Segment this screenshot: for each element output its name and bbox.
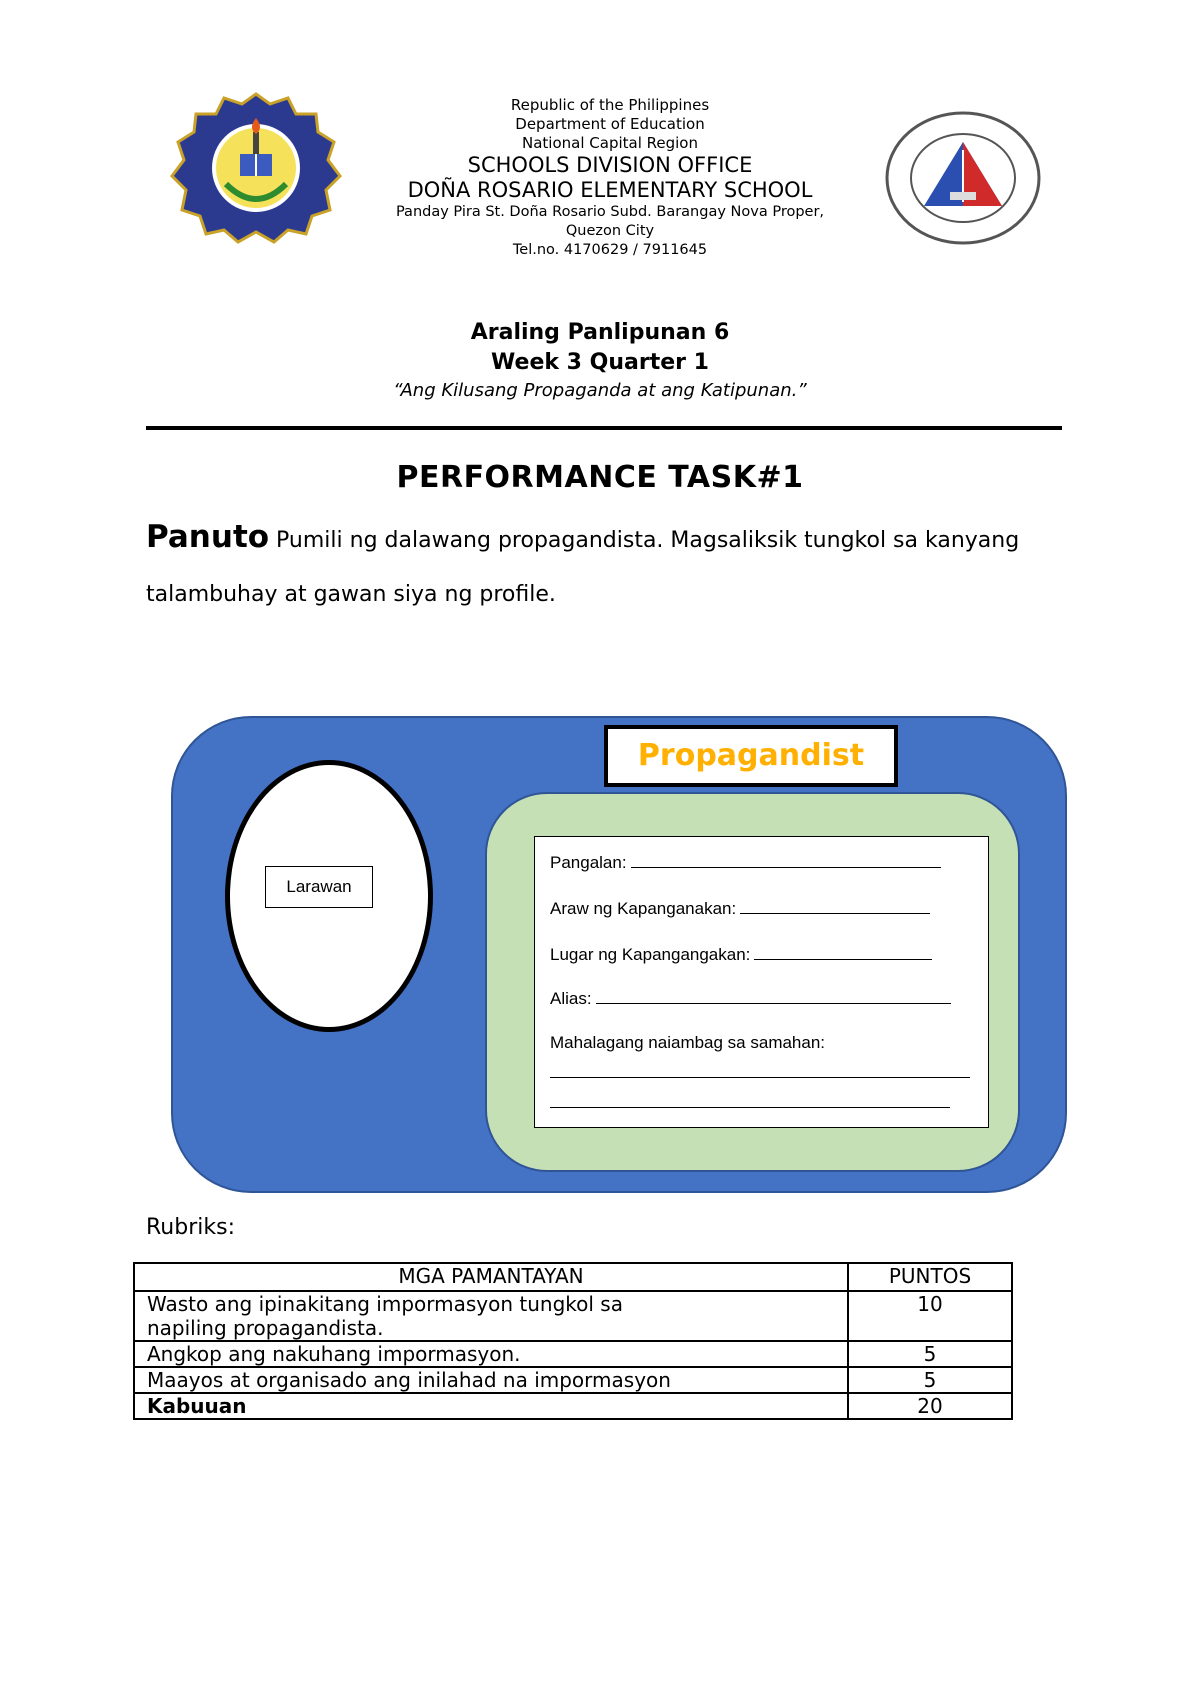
photo-label: Larawan bbox=[265, 866, 373, 908]
school-header bbox=[340, 96, 880, 260]
name-label: Pangalan: bbox=[550, 853, 627, 872]
country-line: Republic of the Philippines bbox=[510, 96, 710, 114]
lesson-topic: “Ang Kilusang Propaganda at ang Katipunan.” bbox=[393, 380, 807, 401]
region-line: National Capital Region bbox=[522, 134, 698, 152]
address-line-1: Panday Pira St. Doña Rosario Subd. Barangay Nova Proper, bbox=[395, 204, 825, 220]
table-header-row bbox=[134, 1263, 1012, 1291]
profile-title: Propagandist bbox=[604, 725, 898, 787]
birthdate-field[interactable] bbox=[740, 897, 930, 914]
name-field[interactable] bbox=[631, 851, 941, 868]
horizontal-divider bbox=[146, 426, 1062, 430]
contribution-line-2[interactable] bbox=[550, 1107, 950, 1108]
school-logo bbox=[170, 92, 342, 244]
alias-row bbox=[550, 987, 951, 1009]
instruction-label: Panuto bbox=[146, 519, 270, 555]
points-cell: 10 bbox=[848, 1291, 1012, 1341]
task-title: PERFORMANCE TASK#1 bbox=[396, 460, 804, 495]
criteria-cell: Wasto ang ipinakitang impormasyon tungkol sa napiling propagandista. bbox=[134, 1291, 848, 1341]
table-row bbox=[134, 1367, 1012, 1393]
lesson-title-block bbox=[150, 318, 1050, 404]
school-name: DOÑA ROSARIO ELEMENTARY SCHOOL bbox=[407, 178, 813, 202]
birthplace-field[interactable] bbox=[754, 943, 932, 960]
birthdate-row bbox=[550, 897, 930, 919]
total-points: 20 bbox=[848, 1393, 1012, 1419]
alias-label: Alias: bbox=[550, 989, 592, 1008]
office-name: SCHOOLS DIVISION OFFICE bbox=[467, 153, 753, 177]
subject-title: Araling Panlipunan 6 bbox=[470, 320, 730, 345]
total-label: Kabuuan bbox=[134, 1393, 848, 1419]
telephone: Tel.no. 4170629 / 7911645 bbox=[512, 242, 708, 258]
rubric-label: Rubriks: bbox=[146, 1215, 235, 1240]
division-office-logo bbox=[884, 110, 1042, 246]
contribution-label: Mahalagang naiambag sa samahan: bbox=[550, 1033, 826, 1052]
rubric-table bbox=[133, 1262, 1013, 1420]
table-row bbox=[134, 1341, 1012, 1367]
instruction-text: Pumili ng dalawang propagandista. Magsaliksik tungkol sa kanyang bbox=[269, 528, 1020, 553]
birthdate-label: Araw ng Kapanganakan: bbox=[550, 899, 737, 918]
points-cell: 5 bbox=[848, 1367, 1012, 1393]
table-row bbox=[134, 1291, 1012, 1341]
instructions bbox=[146, 520, 1026, 612]
points-header: PUNTOS bbox=[848, 1263, 1012, 1291]
criteria-header: MGA PAMANTAYAN bbox=[134, 1263, 848, 1291]
instruction-text-2: talambuhay at gawan siya ng profile. bbox=[146, 582, 556, 607]
criteria-cell: Angkop ang nakuhang impormasyon. bbox=[134, 1341, 848, 1367]
total-row bbox=[134, 1393, 1012, 1419]
department-line: Department of Education bbox=[515, 115, 705, 133]
criteria-cell: Maayos at organisado ang inilahad na impormasyon bbox=[134, 1367, 848, 1393]
profile-form bbox=[534, 836, 989, 1128]
week-quarter: Week 3 Quarter 1 bbox=[491, 350, 709, 375]
contribution-row bbox=[550, 1033, 825, 1053]
points-cell: 5 bbox=[848, 1341, 1012, 1367]
address-line-2: Quezon City bbox=[565, 223, 655, 239]
birthplace-label: Lugar ng Kapangangakan: bbox=[550, 945, 751, 964]
alias-field[interactable] bbox=[596, 987, 951, 1004]
birthplace-row bbox=[550, 943, 932, 965]
contribution-line-1[interactable] bbox=[550, 1077, 970, 1078]
name-row bbox=[550, 851, 941, 873]
